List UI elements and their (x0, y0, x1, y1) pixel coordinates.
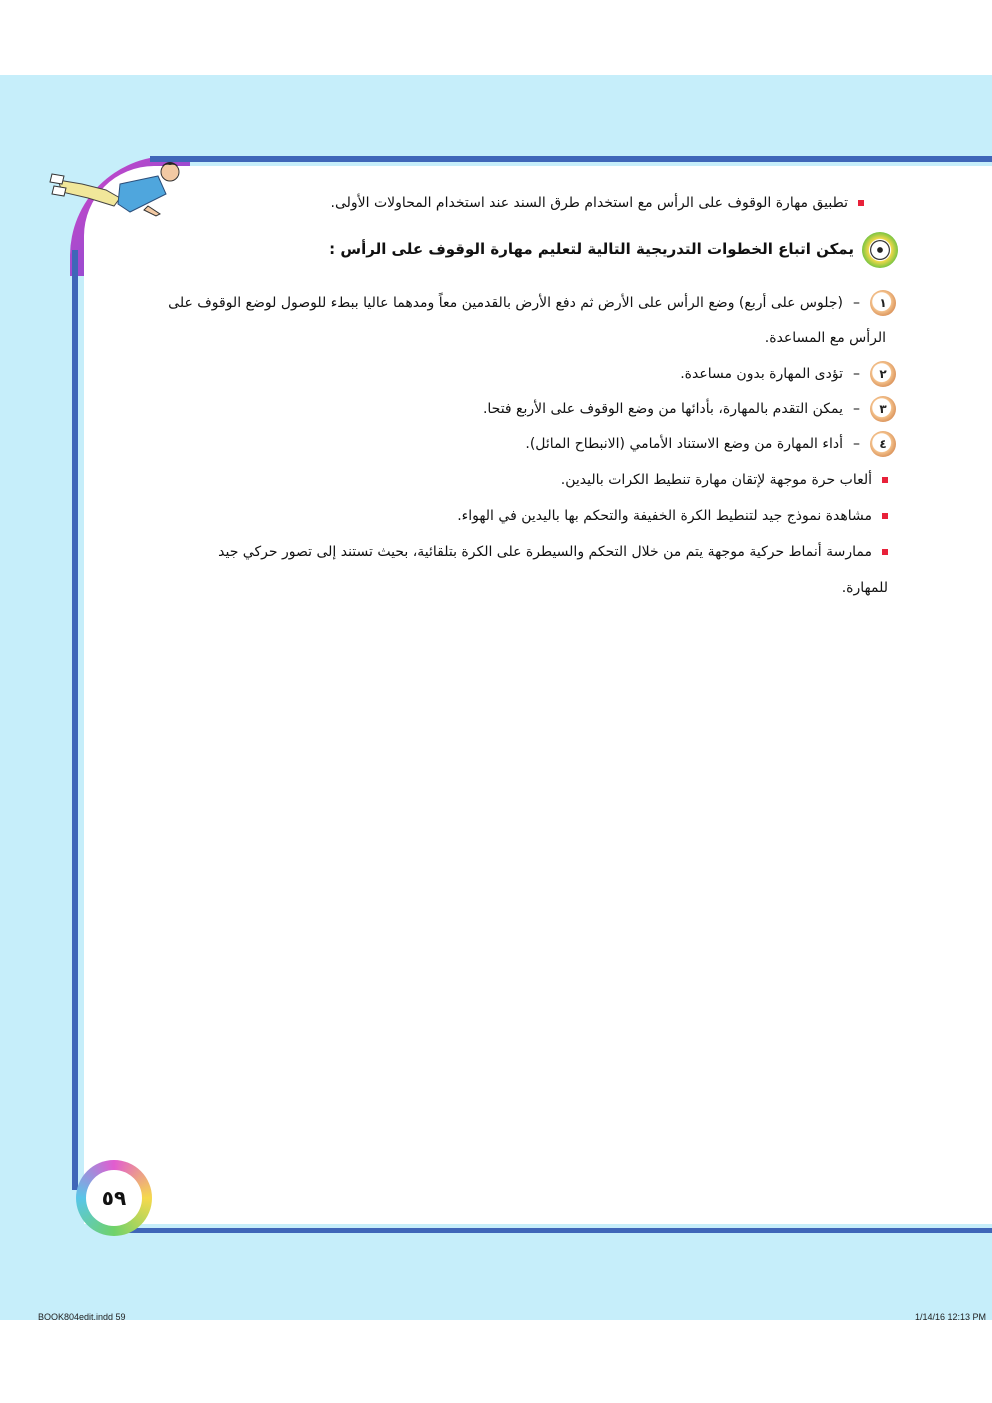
footer-timestamp: 1/14/16 12:13 PM (914, 1312, 986, 1322)
frame-bottom-bar (110, 1228, 992, 1233)
bullet-item: ممارسة أنماط حركية موجهة يتم من خلال التحكم والسيطرة على الكرة بتلقائية، بحيث تستند إلى تصور حركي جيد (218, 544, 888, 560)
heading-text: يمكن اتباع الخطوات التدريجية التالية لتعليم مهارة الوقوف على الرأس : (329, 240, 854, 258)
step-3: ٣–يمكن التقدم بالمهارة، بأدائها من وضع الوقوف على الأربع فتحا. (483, 396, 896, 422)
page-number: ٥٩ (86, 1170, 142, 1226)
intro-bullet: تطبيق مهارة الوقوف على الرأس مع استخدام طرق السند عند استخدام المحاولات الأولى. (331, 195, 864, 211)
step-1: ١–(جلوس على أربع) وضع الرأس على الأرض ثم دفع الأرض بالقدمين معاً ومدهما عاليا ببطء للوصول لوضع الوقوف على (168, 290, 896, 316)
bullet-square-icon (882, 477, 888, 483)
steps-list (168, 290, 896, 470)
ball-icon (862, 232, 898, 268)
frame-top-bar (150, 156, 992, 162)
section-heading (329, 232, 898, 268)
gymnast-illustration-icon (48, 154, 188, 224)
bullet-square-icon (882, 513, 888, 519)
step-1-continued: الرأس مع المساعدة. (764, 330, 886, 346)
step-4: ٤–أداء المهارة من وضع الاستناد الأمامي (الانبطاح المائل). (525, 431, 896, 457)
step-number-badge: ١ (870, 290, 896, 316)
step-number-badge: ٤ (870, 431, 896, 457)
frame-left-bar (72, 250, 78, 1190)
footer-file-name: BOOK804edit.indd 59 (38, 1312, 126, 1322)
bullet-item-continued: للمهارة. (841, 580, 888, 596)
step-2: ٢–تؤدى المهارة بدون مساعدة. (680, 361, 896, 387)
bullet-item: ألعاب حرة موجهة لإتقان مهارة تنطيط الكرات باليدين. (561, 472, 888, 488)
step-number-badge: ٣ (870, 396, 896, 422)
bullets-list (168, 472, 888, 602)
page-number-badge (76, 1160, 152, 1236)
bullet-item: مشاهدة نموذج جيد لتنطيط الكرة الخفيفة والتحكم بها باليدين في الهواء. (457, 508, 888, 524)
bullet-square-icon (858, 200, 864, 206)
step-number-badge: ٢ (870, 361, 896, 387)
bullet-square-icon (882, 549, 888, 555)
